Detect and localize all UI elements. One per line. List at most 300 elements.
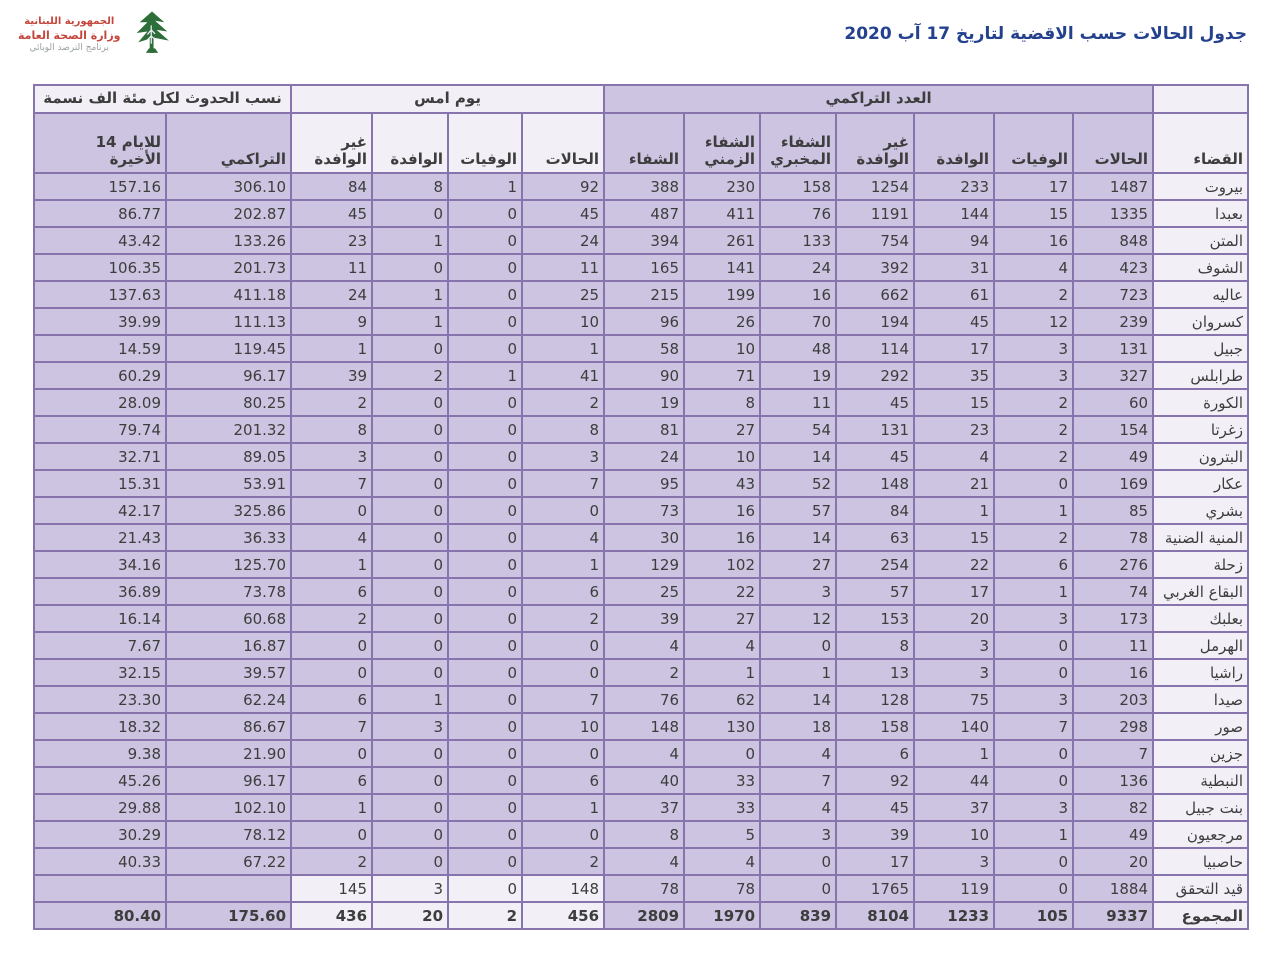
district-cell: بيروت: [1153, 173, 1248, 200]
value-cell: 0: [372, 551, 448, 578]
value-cell: 137.63: [34, 281, 166, 308]
district-cell: النبطية: [1153, 767, 1248, 794]
value-cell: 2: [994, 443, 1073, 470]
value-cell: 24: [760, 254, 836, 281]
value-cell: 0: [448, 416, 522, 443]
district-cell: زغرتا: [1153, 416, 1248, 443]
district-cell: حاصبيا: [1153, 848, 1248, 875]
value-cell: 16: [994, 227, 1073, 254]
cedar-tree-icon: [129, 10, 175, 60]
value-cell: 0: [448, 875, 522, 902]
value-cell: 0: [448, 578, 522, 605]
value-cell: 61: [914, 281, 994, 308]
value-cell: 0: [372, 578, 448, 605]
value-cell: 0: [448, 659, 522, 686]
district-cell: جبيل: [1153, 335, 1248, 362]
value-cell: 292: [836, 362, 914, 389]
value-cell: 0: [448, 200, 522, 227]
table-row: [34, 578, 1248, 605]
district-cell: قيد التحقق: [1153, 875, 1248, 902]
district-cell: البترون: [1153, 443, 1248, 470]
value-cell: 22: [914, 551, 994, 578]
value-cell: 16: [684, 497, 760, 524]
value-cell: 6: [522, 578, 604, 605]
value-cell: 1884: [1073, 875, 1153, 902]
value-cell: 173: [1073, 605, 1153, 632]
value-cell: 10: [522, 713, 604, 740]
value-cell: 1: [291, 794, 372, 821]
value-cell: 11: [291, 254, 372, 281]
value-cell: 86.67: [166, 713, 291, 740]
value-cell: 1: [372, 227, 448, 254]
value-cell: 80.40: [34, 902, 166, 929]
value-cell: 3: [372, 713, 448, 740]
value-cell: 45: [836, 443, 914, 470]
district-cell: جزين: [1153, 740, 1248, 767]
value-cell: 436: [291, 902, 372, 929]
value-cell: 111.13: [166, 308, 291, 335]
value-cell: 0: [448, 227, 522, 254]
district-cell: بنت جبيل: [1153, 794, 1248, 821]
value-cell: 102.10: [166, 794, 291, 821]
value-cell: 63: [836, 524, 914, 551]
value-cell: 3: [914, 659, 994, 686]
value-cell: 45: [291, 200, 372, 227]
value-cell: 1: [994, 821, 1073, 848]
value-cell: 1970: [684, 902, 760, 929]
value-cell: 33: [684, 794, 760, 821]
value-cell: 16: [684, 524, 760, 551]
value-cell: 261: [684, 227, 760, 254]
value-cell: 203: [1073, 686, 1153, 713]
value-cell: 15.31: [34, 470, 166, 497]
value-cell: 456: [522, 902, 604, 929]
value-cell: 73.78: [166, 578, 291, 605]
value-cell: 11: [760, 389, 836, 416]
value-cell: 76: [604, 686, 684, 713]
value-cell: 57: [760, 497, 836, 524]
value-cell: 15: [994, 200, 1073, 227]
value-cell: 2: [994, 416, 1073, 443]
value-cell: 0: [448, 605, 522, 632]
value-cell: 411.18: [166, 281, 291, 308]
table-row: [34, 497, 1248, 524]
value-cell: 76: [760, 200, 836, 227]
value-cell: 32.71: [34, 443, 166, 470]
value-cell: 148: [522, 875, 604, 902]
table-row: [34, 416, 1248, 443]
value-cell: 1335: [1073, 200, 1153, 227]
value-cell: 0: [448, 821, 522, 848]
table-row: [34, 443, 1248, 470]
value-cell: 21.43: [34, 524, 166, 551]
value-cell: 153: [836, 605, 914, 632]
value-cell: 4: [914, 443, 994, 470]
district-cell: المنية الضنية: [1153, 524, 1248, 551]
value-cell: 0: [291, 497, 372, 524]
table-row: [34, 362, 1248, 389]
value-cell: 0: [372, 821, 448, 848]
value-cell: 39: [604, 605, 684, 632]
value-cell: 49: [1073, 443, 1153, 470]
value-cell: 6: [291, 686, 372, 713]
value-cell: 43.42: [34, 227, 166, 254]
value-cell: 16: [1073, 659, 1153, 686]
value-cell: 7: [291, 713, 372, 740]
value-cell: 89.05: [166, 443, 291, 470]
value-cell: 0: [448, 686, 522, 713]
value-cell: 27: [684, 605, 760, 632]
value-cell: 84: [291, 173, 372, 200]
value-cell: 81: [604, 416, 684, 443]
value-cell: 94: [914, 227, 994, 254]
value-cell: 8: [522, 416, 604, 443]
value-cell: 0: [684, 740, 760, 767]
value-cell: 16.87: [166, 632, 291, 659]
value-cell: 12: [760, 605, 836, 632]
value-cell: 394: [604, 227, 684, 254]
value-cell: 131: [836, 416, 914, 443]
value-cell: 145: [291, 875, 372, 902]
value-cell: 202.87: [166, 200, 291, 227]
value-cell: 9.38: [34, 740, 166, 767]
value-cell: 723: [1073, 281, 1153, 308]
value-cell: 45: [914, 308, 994, 335]
value-cell: 154: [1073, 416, 1153, 443]
value-cell: 39: [836, 821, 914, 848]
value-cell: 34.16: [34, 551, 166, 578]
value-cell: 4: [684, 632, 760, 659]
value-cell: 6: [522, 767, 604, 794]
value-cell: 67.22: [166, 848, 291, 875]
value-cell: 119.45: [166, 335, 291, 362]
value-cell: 49: [1073, 821, 1153, 848]
value-cell: 18: [760, 713, 836, 740]
value-cell: 25: [522, 281, 604, 308]
district-cell: الشوف: [1153, 254, 1248, 281]
value-cell: 2: [604, 659, 684, 686]
value-cell: 45: [522, 200, 604, 227]
district-cell: المتن: [1153, 227, 1248, 254]
value-cell: 136: [1073, 767, 1153, 794]
value-cell: 39: [291, 362, 372, 389]
column-header: الوفيات: [994, 113, 1073, 173]
column-header: غير الوافدة: [836, 113, 914, 173]
value-cell: 82: [1073, 794, 1153, 821]
table-row: [34, 794, 1248, 821]
value-cell: 130: [684, 713, 760, 740]
value-cell: 128: [836, 686, 914, 713]
value-cell: 40: [604, 767, 684, 794]
value-cell: 388: [604, 173, 684, 200]
value-cell: 3: [914, 848, 994, 875]
value-cell: 7: [522, 686, 604, 713]
logo-line-republic: الجمهورية اللبنانية: [24, 16, 115, 28]
value-cell: 0: [994, 848, 1073, 875]
value-cell: 22: [684, 578, 760, 605]
value-cell: 148: [836, 470, 914, 497]
value-cell: 1: [914, 497, 994, 524]
value-cell: 15: [914, 524, 994, 551]
value-cell: 39.57: [166, 659, 291, 686]
value-cell: 1: [522, 551, 604, 578]
group-header: نسب الحدوث لكل مئة الف نسمة: [34, 85, 291, 113]
value-cell: 86.77: [34, 200, 166, 227]
value-cell: 1: [914, 740, 994, 767]
value-cell: 125.70: [166, 551, 291, 578]
district-cell: عكار: [1153, 470, 1248, 497]
value-cell: 10: [684, 443, 760, 470]
value-cell: 4: [604, 848, 684, 875]
value-cell: 7: [522, 470, 604, 497]
value-cell: 24: [522, 227, 604, 254]
value-cell: 17: [836, 848, 914, 875]
value-cell: 1: [291, 335, 372, 362]
corner-cell: [1153, 85, 1248, 113]
value-cell: 90: [604, 362, 684, 389]
value-cell: 8: [836, 632, 914, 659]
district-cell: المجموع: [1153, 902, 1248, 929]
value-cell: 175.60: [166, 902, 291, 929]
value-cell: 6: [291, 767, 372, 794]
value-cell: 17: [994, 173, 1073, 200]
value-cell: 41: [522, 362, 604, 389]
value-cell: 4: [760, 794, 836, 821]
value-cell: 102: [684, 551, 760, 578]
value-cell: 73: [604, 497, 684, 524]
value-cell: 0: [372, 605, 448, 632]
column-header: الشفاء الزمني: [684, 113, 760, 173]
value-cell: 11: [522, 254, 604, 281]
value-cell: 140: [914, 713, 994, 740]
value-cell: 1487: [1073, 173, 1153, 200]
value-cell: 1: [994, 497, 1073, 524]
table-row: [34, 713, 1248, 740]
value-cell: 0: [448, 713, 522, 740]
value-cell: 58: [604, 335, 684, 362]
value-cell: 199: [684, 281, 760, 308]
value-cell: 0: [448, 497, 522, 524]
district-cell: عاليه: [1153, 281, 1248, 308]
value-cell: 14.59: [34, 335, 166, 362]
table-row: [34, 308, 1248, 335]
value-cell: 2: [291, 848, 372, 875]
value-cell: 0: [372, 632, 448, 659]
value-cell: 133.26: [166, 227, 291, 254]
value-cell: 16: [760, 281, 836, 308]
table-row: [34, 821, 1248, 848]
value-cell: 27: [684, 416, 760, 443]
value-cell: 2: [291, 389, 372, 416]
value-cell: 2: [522, 848, 604, 875]
value-cell: 4: [291, 524, 372, 551]
value-cell: 0: [522, 740, 604, 767]
value-cell: 42.17: [34, 497, 166, 524]
value-cell: 8: [372, 173, 448, 200]
value-cell: 0: [760, 848, 836, 875]
table-row: [34, 254, 1248, 281]
value-cell: 7: [1073, 740, 1153, 767]
value-cell: 0: [291, 632, 372, 659]
column-header: الشفاء المخبري: [760, 113, 836, 173]
value-cell: 5: [684, 821, 760, 848]
value-cell: 0: [372, 497, 448, 524]
value-cell: 3: [994, 362, 1073, 389]
value-cell: 7: [994, 713, 1073, 740]
value-cell: 1: [291, 551, 372, 578]
value-cell: 4: [604, 740, 684, 767]
value-cell: 0: [372, 254, 448, 281]
value-cell: 3: [994, 686, 1073, 713]
value-cell: 95: [604, 470, 684, 497]
value-cell: 411: [684, 200, 760, 227]
value-cell: 6: [291, 578, 372, 605]
value-cell: 1: [994, 578, 1073, 605]
value-cell: 60.68: [166, 605, 291, 632]
value-cell: 23: [291, 227, 372, 254]
value-cell: 37: [604, 794, 684, 821]
district-cell: زحلة: [1153, 551, 1248, 578]
district-cell: الهرمل: [1153, 632, 1248, 659]
column-header: الوافدة: [914, 113, 994, 173]
value-cell: 78.12: [166, 821, 291, 848]
value-cell: 487: [604, 200, 684, 227]
value-cell: 1254: [836, 173, 914, 200]
value-cell: 0: [994, 767, 1073, 794]
value-cell: 254: [836, 551, 914, 578]
value-cell: 0: [448, 551, 522, 578]
value-cell: 1: [760, 659, 836, 686]
value-cell: 754: [836, 227, 914, 254]
district-cell: بعبدا: [1153, 200, 1248, 227]
table-row: [34, 686, 1248, 713]
value-cell: 148: [604, 713, 684, 740]
value-cell: 119: [914, 875, 994, 902]
value-cell: 839: [760, 902, 836, 929]
value-cell: 0: [372, 524, 448, 551]
value-cell: 78: [684, 875, 760, 902]
value-cell: 0: [448, 632, 522, 659]
value-cell: 96.17: [166, 767, 291, 794]
value-cell: 20: [372, 902, 448, 929]
value-cell: 0: [522, 659, 604, 686]
value-cell: 2: [448, 902, 522, 929]
value-cell: 423: [1073, 254, 1153, 281]
value-cell: 2: [372, 362, 448, 389]
value-cell: 0: [372, 767, 448, 794]
value-cell: 29.88: [34, 794, 166, 821]
value-cell: 325.86: [166, 497, 291, 524]
value-cell: 0: [372, 740, 448, 767]
value-cell: 54: [760, 416, 836, 443]
table-row: [34, 173, 1248, 200]
value-cell: 0: [372, 794, 448, 821]
value-cell: 62.24: [166, 686, 291, 713]
value-cell: 30.29: [34, 821, 166, 848]
value-cell: 0: [760, 875, 836, 902]
value-cell: 0: [760, 632, 836, 659]
value-cell: 45: [836, 794, 914, 821]
value-cell: 0: [448, 848, 522, 875]
value-cell: 662: [836, 281, 914, 308]
value-cell: 0: [372, 848, 448, 875]
value-cell: 3: [291, 443, 372, 470]
value-cell: 96.17: [166, 362, 291, 389]
value-cell: 0: [448, 767, 522, 794]
value-cell: 92: [836, 767, 914, 794]
value-cell: 21: [914, 470, 994, 497]
value-cell: 0: [372, 443, 448, 470]
value-cell: 33: [684, 767, 760, 794]
value-cell: 92: [522, 173, 604, 200]
value-cell: 57: [836, 578, 914, 605]
value-cell: 215: [604, 281, 684, 308]
value-cell: 2: [994, 389, 1073, 416]
value-cell: 84: [836, 497, 914, 524]
value-cell: 74: [1073, 578, 1153, 605]
district-cell: بشري: [1153, 497, 1248, 524]
value-cell: 0: [522, 821, 604, 848]
value-cell: 16.14: [34, 605, 166, 632]
value-cell: 37: [914, 794, 994, 821]
value-cell: 9337: [1073, 902, 1153, 929]
table-row: [34, 470, 1248, 497]
value-cell: 0: [372, 470, 448, 497]
value-cell: 78: [1073, 524, 1153, 551]
district-cell: صور: [1153, 713, 1248, 740]
value-cell: 1765: [836, 875, 914, 902]
table-row: [34, 227, 1248, 254]
value-cell: 2: [291, 605, 372, 632]
value-cell: 0: [448, 389, 522, 416]
value-cell: 48: [760, 335, 836, 362]
value-cell: 17: [914, 335, 994, 362]
value-cell: 17: [914, 578, 994, 605]
page-title: جدول الحالات حسب الاقضية لتاريخ 17 آب 2020: [844, 24, 1247, 44]
value-cell: 233: [914, 173, 994, 200]
value-cell: 26: [684, 308, 760, 335]
value-cell: 4: [760, 740, 836, 767]
value-cell: 141: [684, 254, 760, 281]
value-cell: 2: [522, 605, 604, 632]
value-cell: 230: [684, 173, 760, 200]
value-cell: 158: [836, 713, 914, 740]
value-cell: 39.99: [34, 308, 166, 335]
column-header: غير الوافدة: [291, 113, 372, 173]
district-cell: البقاع الغربي: [1153, 578, 1248, 605]
value-cell: 298: [1073, 713, 1153, 740]
table-row: [34, 632, 1248, 659]
value-cell: 71: [684, 362, 760, 389]
value-cell: 28.09: [34, 389, 166, 416]
value-cell: 0: [994, 632, 1073, 659]
value-cell: 2: [522, 389, 604, 416]
table-row: [34, 281, 1248, 308]
table-row: [34, 389, 1248, 416]
district-cell: طرابلس: [1153, 362, 1248, 389]
value-cell: 2: [994, 281, 1073, 308]
value-cell: 327: [1073, 362, 1153, 389]
value-cell: 80.25: [166, 389, 291, 416]
district-cell: كسروان: [1153, 308, 1248, 335]
value-cell: 10: [684, 335, 760, 362]
value-cell: 75: [914, 686, 994, 713]
value-cell: [166, 875, 291, 902]
column-header: الحالات: [1073, 113, 1153, 173]
value-cell: 1: [372, 281, 448, 308]
value-cell: 1: [448, 173, 522, 200]
value-cell: 14: [760, 443, 836, 470]
